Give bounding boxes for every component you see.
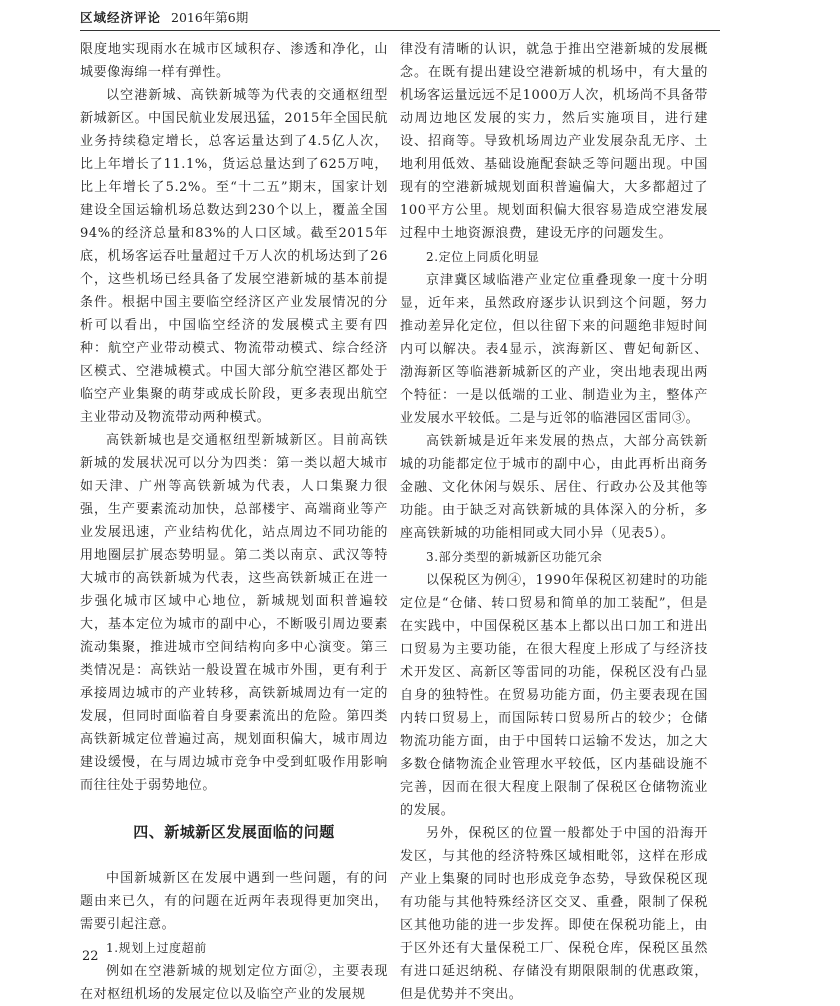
journal-issue: 2016年第6期 (171, 10, 249, 25)
section-heading: 四、新城新区发展面临的问题 (133, 823, 335, 841)
left-paragraph-1: 限度地实现雨水在城市区域积存、渗透和净化，山城要像海绵一样有弹性。 (80, 42, 388, 80)
left-paragraph-3: 高铁新城也是交通枢纽型新城新区。目前高铁新城的发展状况可以分为四类：第一类以超大城市如天津、广州等高铁新城为代表，人口集聚力很强，生产要素流动加快，总部楼宇、高端商业等产业发展迅速，产业结构优化，站点周边不同功能的用地圈层扩展态势明显。第二类以南京、武汉等特大城市的高铁新城为代表，这些高铁新城正在进一步强化城市区域中心地位，新城规划面积普遍较大，基本定位为城市的副中心，不断吸引周边要素流动集聚，推进城市空间结构向多中心演变。第三类情况是：高铁站一般设置在城市外围，更有利于承接周边城市的产业转移，高铁新城周边有一定的发展，但同时面临着自身要素流出的危险。第四类高铁新城定位普遍过高，规划面积偏大，城市周边建设缓慢，在与周边城市竞争中受到虹吸作用影响而往往处于弱势地位。 (80, 433, 388, 793)
right-paragraph-1: 律没有清晰的认识，就急于推出空港新城的发展概念。在既有提出建设空港新城的机场中，有大量的机场客运量远远不足1000万人次，机场尚不具备带动周边地区发展的实力，然后实施项目，进行建设、招商等。导致机场周边产业发展杂乱无序、土地利用低效、基础设施配套缺乏等问题出现。中国现有的空港新城规划面积普遍偏大，大多都超过了100平方公里。规划面积偏大很容易造成空港发展过程中土地资源浪费，建设无序的问题发生。 (400, 42, 708, 241)
subheading-2: 2.定位上同质化明显 (426, 250, 540, 264)
subheading-1: 1.规划上过度超前 (106, 941, 207, 955)
left-paragraph-5: 例如在空港新城的规划定位方面②，主要表现在对枢纽机场的发展定位以及临空产业的发展规 (80, 964, 388, 1002)
right-paragraph-4: 以保税区为例④，1990年保税区初建时的功能定位是“仓储、转口贸易和简单的加工装配”，但是在实践中，中国保税区基本上都以出口加工和进出口贸易为主要功能，在很大程度上形成了与经济技术开发区、高新区等雷同的功能，保税区没有凸显自身的独特性。在贸易功能方面，仍主要表现在国内转口贸易上，而国际转口贸易所占的较少；仓储物流功能方面，由于中国转口运输不发达，加之大多数仓储物流企业管理水平较低，区内基础设施不完善，因而在很大程度上限制了保税区仓储物流业的发展。 (400, 573, 708, 818)
left-paragraph-2: 以空港新城、高铁新城等为代表的交通枢纽型新城新区。中国民航业发展迅猛，2015年全国民航业务持续稳定增长，总客运量达到了4.5亿人次，比上年增长了11.1%，货运总量达到了625万吨，比上年增长了5.2%。至“十二五”期末，国家计划建设全国运输机场总数达到230个以上，覆盖全国94%的经济总量和83%的人口区域。截至2015年底，机场客运吞吐量超过千万人次的机场达到了26个，这些机场已经具备了发展空港新城的基本前提条件。根据中国主要临空经济区产业发展情况的分析可以看出，中国临空经济的发展模式主要有四种：航空产业带动模式、物流带动模式、综合经济区模式、空港城模式。中国大部分航空港区都处于临空产业集聚的萌芽或成长阶段，更多表现出航空主业带动及物流带动两种模式。 (80, 88, 388, 425)
right-paragraph-2: 京津冀区域临港产业定位重叠现象一度十分明显，近年来，虽然政府逐步认识到这个问题，努力推动差异化定位，但以往留下来的问题绝非短时间内可以解决。表4显示，滨海新区、曹妃甸新区、渤海新区等临港新城新区的产业，突出地表现出两个特征：一是以低端的工业、制造业为主，整体产业发展水平较低。二是与近邻的临港园区雷同③。 (400, 273, 708, 426)
page-number: 22 (82, 949, 99, 964)
left-paragraph-4: 中国新城新区在发展中遇到一些问题，有的问题由来已久，有的问题在近两年表现得更加突出，需要引起注意。 (80, 871, 388, 932)
right-paragraph-3: 高铁新城是近年来发展的热点，大部分高铁新城的功能都定位于城市的副中心，由此再析出商务金融、文化休闲与娱乐、居住、行政办公及其他等功能。由于缺乏对高铁新城的具体深入的分析，多座高铁新城的功能相同或大同小异（见表5）。 (400, 434, 708, 541)
header-rule (80, 30, 720, 31)
right-paragraph-5: 另外，保税区的位置一般都处于中国的沿海开发区，与其他的经济特殊区域相毗邻，这样在形成产业上集聚的同时也形成竞争态势，导致保税区现有功能与其他特殊经济区交叉、重叠，限制了保税区其他功能的进一步发挥。即使在保税功能上，由于区外还有大量保税工厂、保税仓库，保税区虽然有进口延迟纳税、存储没有期限限制的优惠政策，但是优势并不突出。 (400, 826, 708, 1002)
right-column (400, 38, 708, 1002)
running-header (80, 8, 720, 28)
subheading-3: 3.部分类型的新城新区功能冗余 (426, 550, 603, 564)
journal-name: 区域经济评论 (80, 10, 162, 25)
